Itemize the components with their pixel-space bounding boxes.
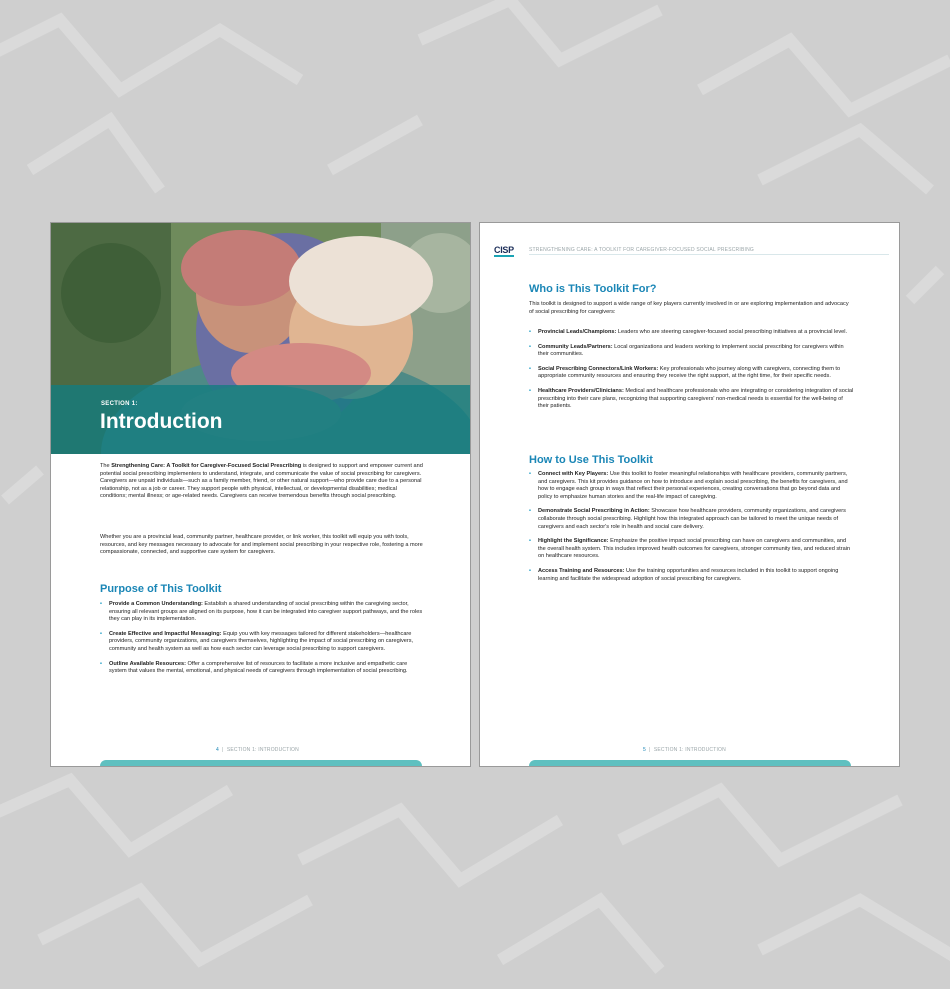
- footer-separator: |: [222, 747, 224, 753]
- footer-label: SECTION 1: INTRODUCTION: [653, 747, 726, 753]
- list-item: • Connect with Key Players: Use this toolkit to foster meaningful relationships with healthcare providers, community partners, and caregivers. This kit provides guidance on how to introduce and explain social prescribing, the benefits for caregivers, and how to engage each group in ways that reflect their personal experiences, creating conversations that go beyond data and policy to emphasize human stories and the real-life impact of caregiving.: [529, 471, 848, 500]
- bullet-icon: •: [100, 660, 102, 667]
- list-item: • Outline Available Resources: Offer a comprehensive list of resources to facilitate a more inclusive and empathetic care system that values the mental, emotional, and physical needs of caregivers through implementation of social prescribing.: [100, 660, 408, 675]
- bullet-icon: •: [529, 329, 531, 335]
- footer-separator: |: [649, 747, 651, 753]
- footer-label: SECTION 1: INTRODUCTION: [226, 747, 299, 753]
- footer-bar: [100, 760, 422, 767]
- list-item: • Community Leads/Partners: Local organizations and leaders working to implement social prescribing for caregivers within their communities.: [529, 343, 844, 358]
- who-list: [529, 329, 854, 418]
- intro-paragraph-1: The Strengthening Care: A Toolkit for Caregiver-Focused Social Prescribing is designed to support and empower current and potential social prescribing implementers to understand, integrate, and communicate the value of social prescribing for caregivers. Caregivers are unpaid individuals—such as a family member, friend, or other natural support—who provide care due to a personal relationship, not as a job or career. They support people with physical, intellectual, or developmental disabilities; medical conditions; mental illness; or age-related needs. Caregivers can receive tremendous benefits through social prescribing.: [100, 463, 423, 500]
- bullet-icon: •: [529, 471, 531, 477]
- bullet-icon: •: [529, 365, 531, 372]
- bullet-icon: •: [529, 567, 531, 574]
- how-heading: How to Use This Toolkit: [529, 454, 653, 466]
- cisp-logo: CISP: [494, 245, 514, 255]
- list-item: • Provide a Common Understanding: Establish a shared understanding of social prescribing within the caregiving sector, ensuring all relevant groups are aligned on its purpose, how it can be integrated into caregiver support pathways, and the roles they can play in its implementation.: [100, 601, 423, 623]
- page-number: 4: [216, 747, 219, 753]
- list-item: • Access Training and Resources: Use the training opportunities and resources included in this toolkit to support ongoing learning and facilitate the widespread adoption of social prescribing for caregivers.: [529, 567, 839, 582]
- list-item: • Provincial Leads/Champions: Leaders who are steering caregiver-focused social prescribing initiatives at a provincial level.: [529, 329, 848, 335]
- left-page: [50, 222, 471, 767]
- who-intro: This toolkit is designed to support a wide range of key players currently involved in or are exploring implementation and advocacy of social prescribing for caregivers:: [529, 301, 849, 315]
- purpose-list: [100, 601, 426, 683]
- list-item: • Create Effective and Impactful Messaging: Equip you with key messages tailored for different stakeholders—healthcare providers, community organizations, and caregivers themselves, highlighting the impact of social prescribing on caregivers, community and health system as well as how each sector can leverage social prescribing to support caregivers.: [100, 630, 414, 652]
- running-head: STRENGTHENING CARE: A TOOLKIT FOR CAREGIVER-FOCUSED SOCIAL PRESCRIBING: [529, 247, 754, 253]
- intro-paragraph-2: Whether you are a provincial lead, community partner, healthcare provider, or link worker, this toolkit will equip you with tools, resources, and key messages necessary to advocate for and implement social prescribing in your respective role, fostering a more compassionate, connected, and supportive care system for caregivers.: [100, 534, 423, 556]
- bullet-icon: •: [529, 387, 531, 394]
- list-item: • Highlight the Significance: Emphasize the positive impact social prescribing can have on caregivers and communities, and the overall health system. This includes improved health outcomes for caregivers, stronger community ties, and reduced strain on healthcare resources.: [529, 538, 851, 560]
- bullet-icon: •: [100, 601, 102, 607]
- who-heading: Who is This Toolkit For?: [529, 283, 657, 295]
- list-item: • Social Prescribing Connectors/Link Workers: Key professionals who journey along with caregivers, connecting them to appropriate community resources and ensuring they receive the right support, at the right time, for their specific needs.: [529, 365, 841, 380]
- list-item: • Demonstrate Social Prescribing in Action: Showcase how healthcare providers, community organizations, and caregivers collaborate through social prescribing. Highlight how this integrated approach can be tailored to meet the unique needs of caregivers and each sector's role in health and social care delivery.: [529, 508, 846, 530]
- section-label: SECTION 1:: [101, 401, 138, 407]
- bullet-icon: •: [529, 538, 531, 545]
- page-footer: [643, 747, 726, 753]
- logo-underline: [494, 255, 514, 257]
- page-footer: [216, 747, 299, 753]
- page-number: 5: [643, 747, 646, 753]
- list-item: • Healthcare Providers/Clinicians: Medical and healthcare professionals who are integrating or considering integration of social prescribing into their care plans, recognizing that supporting caregivers' non-medical needs is essential for the well-being of their patients.: [529, 387, 854, 410]
- section-title: Introduction: [100, 410, 223, 433]
- purpose-heading: Purpose of This Toolkit: [100, 583, 222, 595]
- hero-photo: [51, 223, 471, 454]
- bullet-icon: •: [100, 630, 102, 637]
- header-rule: [529, 254, 889, 255]
- bullet-icon: •: [529, 508, 531, 515]
- right-page: [479, 222, 900, 767]
- bullet-icon: •: [529, 343, 531, 350]
- footer-bar: [529, 760, 851, 767]
- how-list: [529, 471, 854, 590]
